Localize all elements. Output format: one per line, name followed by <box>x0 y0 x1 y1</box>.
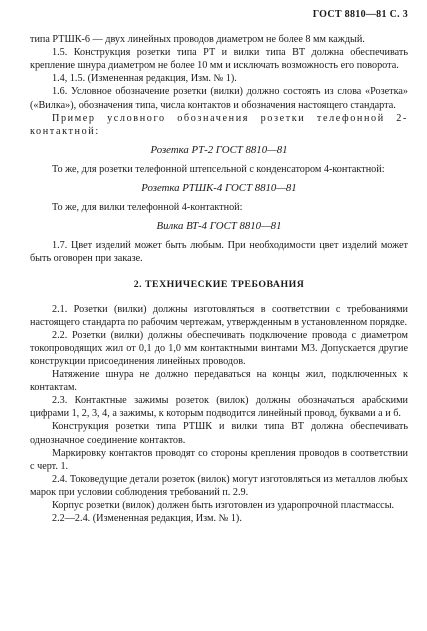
amendment-note-1: 1.4, 1.5. (Измененная редакция, Изм. № 1). <box>52 73 237 85</box>
document-page <box>30 8 408 525</box>
paragraph-1-4-end: типа РТШК-6 — двух линейных проводов диаметром не более 8 мм каждый. <box>30 34 365 46</box>
example-intro-2: То же, для розетки телефонной штепсельной с конденсатором 4-контактной: <box>52 163 385 175</box>
paragraph-2-4-housing: Корпус розетки (вилок) должен быть изготовлен из ударопрочной пластмассы. <box>52 500 395 511</box>
designation-example-1: Розетка РТ-2 ГОСТ 8810—81 <box>150 143 288 156</box>
paragraph-2-3: 2.3. Контактные зажимы розеток (вилок) должны обозначаться арабскими цифрами 1, 2, 3, 4, а зажимы, к которым подводится линейный провод, буквами а и б. <box>30 395 408 420</box>
section-title: 2. ТЕХНИЧЕСКИЕ ТРЕБОВАНИЯ <box>133 278 305 290</box>
paragraph-1-6: 1.6. Условное обозначение розетки (вилки) должно состоять из слова «Розетка» («Вилка»), обозначения типа, числа контактов и обозначения настоящего стандарта. <box>30 86 408 111</box>
amendment-note-2: 2.2—2.4. (Измененная редакция, Изм. № 1). <box>52 513 242 525</box>
paragraph-1-5: 1.5. Конструкция розетки типа РТ и вилки типа ВТ должна обеспечивать крепление шнура диаметром не более 10 мм и исключать возможность его поворота. <box>30 47 408 72</box>
page-header: ГОСТ 8810—81 С. 3 <box>312 9 408 20</box>
paragraph-2-2-note: Натяжение шнура не должно передаваться на концы жил, подключенных к контактам. <box>30 369 408 394</box>
designation-example-3: Вилка ВТ-4 ГОСТ 8810—81 <box>156 220 282 233</box>
example-intro: Пример условного обозначения розетки телефонной 2-контактной: <box>30 112 408 137</box>
paragraph-2-2: 2.2. Розетки (вилки) должны обеспечивать подключение провода с диаметром токопроводящих жил от 0,1 до 1,0 мм контактными винтами М3. Допускается другие конструкции присоединения линейных проводов. <box>30 329 408 367</box>
paragraph-2-3-marking: Маркировку контактов проводят со стороны крепления проводов в соответствии с черт. 1. <box>30 447 408 472</box>
example-intro-3: То же, для вилки телефонной 4-контактной: <box>52 202 243 214</box>
paragraph-2-4: 2.4. Токоведущие детали розеток (вилок) могут изготовляться из металлов любых марок при условии соблюдения требований п. 2.9. <box>30 473 408 498</box>
paragraph-2-1: 2.1. Розетки (вилки) должны изготовляться в соответствии с требованиями настоящего стандарта по рабочим чертежам, утвержденным в установленном порядке. <box>30 303 408 328</box>
designation-example-2: Розетка РТШК-4 ГОСТ 8810—81 <box>141 182 297 195</box>
paragraph-1-7: 1.7. Цвет изделий может быть любым. При необходимости цвет изделий может быть оговорен при заказе. <box>30 240 408 265</box>
paragraph-2-3-construction: Конструкция розетки типа РТШК и вилки типа ВТ должна обеспечивать однозначное соединение контактов. <box>30 421 408 446</box>
